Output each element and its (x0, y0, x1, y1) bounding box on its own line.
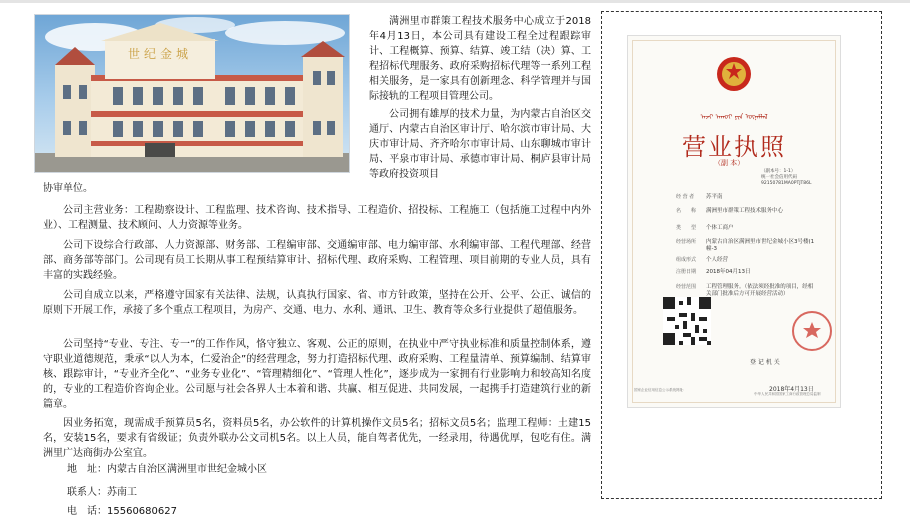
intro-paragraph: 满洲里市群策工程技术服务中心成立于2018年4月13日，本公司具有建设工程全过程跟踪审计、工程概算、预算、结算、竣工结（决）算、工程招标代理服务、政府采购招标代理等一系列工程相关服务，是一家具有创新理念、科学管理并与国际接轨的工程项目管理公司。 (369, 16, 591, 103)
address-value: 内蒙古自治区满洲里市世纪金城小区 (107, 464, 267, 475)
phone-value: 15560680627 (107, 506, 177, 517)
principles-paragraph: 公司自成立以来，严格遵守国家有关法律、法规，认真执行国家、省、市方针政策，坚持在公开、公平、公正、诚信的原则下开展工作，承接了多个重点工程项目，为房产、交通、电力、水利、通讯、卫生、教育等众多行业提供了超值服务。 (43, 290, 591, 317)
license-credit-code: 92150781MA0PTJT86L (761, 181, 812, 186)
license-credit-label: 统一社会信用代码 (761, 175, 797, 180)
building-photo (34, 14, 350, 173)
address-line (67, 463, 267, 477)
license-row-label: 名 称 (676, 208, 697, 214)
tech-strength-paragraph: 公司拥有雄厚的技术力量，为内蒙古自治区交通厅、内蒙古自治区审计厅、哈尔滨市审计局、大庆市审计局、齐齐哈尔市审计局、山东聊城市审计局、平泉市审计局、承德市审计局、桐庐县审计局等政府投资项目 (369, 109, 591, 181)
license-row-value: 个体工商户 (706, 225, 734, 231)
license-footer-right: 中华人民共和国国家工商行政管理总局监制 (754, 392, 821, 396)
contact-person-value: 苏南工 (107, 487, 137, 498)
license-row-label: 类 型 (676, 225, 697, 231)
tech-strength-continuation: 协审单位。 (43, 183, 93, 194)
license-row-label: 组成形式 (676, 257, 697, 263)
license-row-label: 经营范围 (676, 284, 697, 290)
business-license-image (627, 35, 841, 408)
philosophy-paragraph: 公司坚持“专业、专注、专一”的工作作风，恪守独立、客观、公正的原则，在执业中严守执业标准和质量控制体系，遵守职业道德规范，秉承“以人为本，仁爱治企”的经营理念，努力打造招标代理、政府采购、工程量清单、预算编制、结算审核、跟踪审计，“专业齐全化”、“业务专业化”、“管理精细化”、“管理人性化”，逐步成为一家拥有行业影响力和较高知名度的，专业的工程造价咨询企业。公司愿与社会各界人士本着和谐、共赢、相互促进、共同发展，一起携手打造建筑行业的新篇章。 (43, 339, 591, 411)
qr-code-icon (663, 297, 711, 345)
contact-person-label: 联系人： (67, 487, 107, 498)
license-title: 营业执照 (682, 133, 786, 161)
license-row-label: 经 营 者 (676, 194, 695, 200)
license-row-value: 工程管理服务。（依法须经批准的项目，经相关部门批准后方可开展经营活动） (706, 284, 814, 297)
license-footer-left: 国家企业信用信息公示系统网址： (634, 388, 687, 392)
recruitment-paragraph: 因业务拓宽，现需成手预算员5名，资料员5名，办公软件的计算机操作文员5名；招标文员5名；监理工程师：土建15名，安装15名，要求有省级证；负责外联办公文司机5名。以上人员，能自驾者优先，一经录用，待遇优厚，包吃有住。满洲里广达商街办公室宜。 (43, 418, 591, 460)
license-row-value: 个人经营 (706, 257, 729, 263)
license-copy-label: （副 本） (714, 159, 745, 167)
license-row-label: 注册日期 (676, 269, 697, 275)
building-sign: 世纪金城 (127, 47, 192, 61)
contact-person-line (67, 486, 137, 500)
license-row-value: 满洲里市群策工程技术服务中心 (706, 208, 784, 214)
national-emblem-icon (714, 54, 754, 94)
top-divider (0, 0, 910, 3)
address-label: 地 址： (67, 464, 107, 475)
license-issue-date: 2018年4月13日 (769, 386, 814, 393)
license-row-value: 2018年04月13日 (706, 269, 751, 275)
official-seal-icon (790, 309, 834, 353)
license-row-value: 苏平南 (706, 194, 723, 200)
license-row-value: 内蒙古自治区满洲里市世纪金城小区3号楼(1幢-3 (706, 239, 815, 252)
license-credit-block (761, 169, 812, 187)
departments-paragraph: 公司下设综合行政部、人力资源部、财务部、工程编审部、交通编审部、电力编审部、水利编审部、工程代理部、经营部、商务部等部门。公司现有员工长期从事工程预结算审计、招标代理、政府采购、工程管理、项目前期的专业人员，具有丰富的实践经验。 (43, 240, 591, 282)
phone-label: 电 话： (67, 506, 107, 517)
license-copy-number: （副本号：1-1） (761, 169, 796, 174)
license-row-label: 经营场所 (676, 239, 697, 245)
license-registry-authority: 登 记 机 关 (750, 359, 780, 366)
phone-line (67, 505, 177, 519)
main-business-paragraph: 公司主营业务：工程勘察设计、工程监理、技术咨询、技术指导、工程造价、招投标、工程施工（包括施工过程中内外业）、工程测量、技术顾问、人力资源等业务。 (43, 205, 591, 232)
license-mongolian-title: ᠠᠵᠢ ᠠᠬᠤᠢ ᠶᠢᠨ ᠦᠨᠡᠮᠯᠡᠯ (700, 113, 768, 121)
